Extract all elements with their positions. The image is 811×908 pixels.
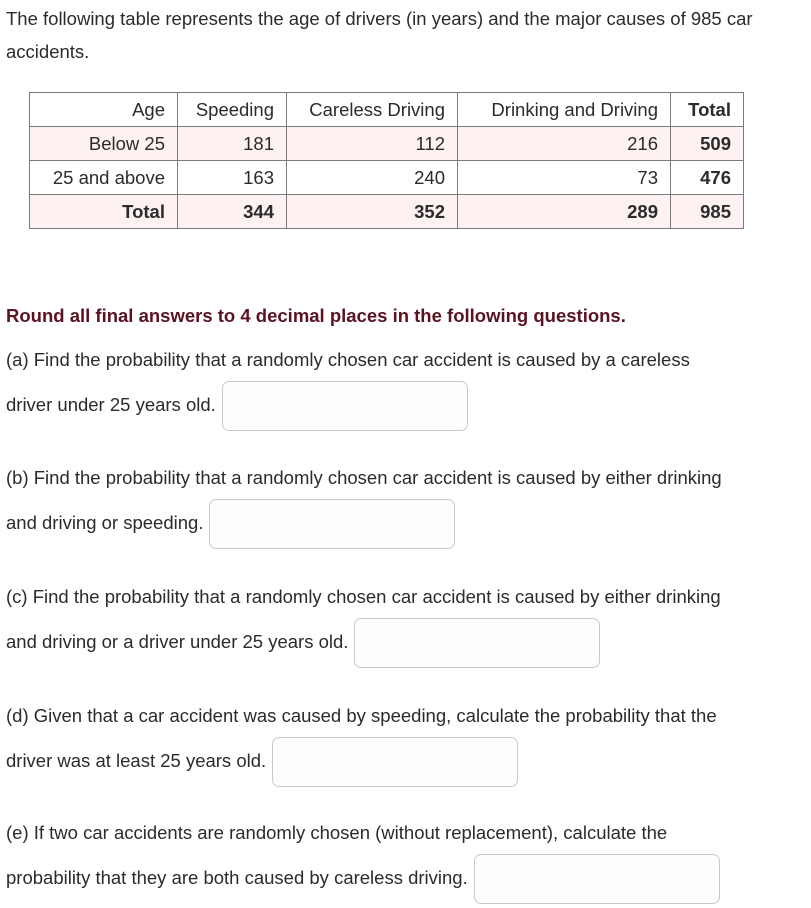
column-total: 289 xyxy=(458,195,671,229)
table-header-row xyxy=(30,93,744,127)
table-cell: 112 xyxy=(287,127,458,161)
answer-input-c[interactable] xyxy=(354,618,600,668)
table-total-row xyxy=(30,195,744,229)
question-text: driver under 25 years old. xyxy=(6,393,216,415)
question-text: and driving or speeding. xyxy=(6,511,204,533)
question-text: probability that they are both caused by careless driving. xyxy=(6,866,468,888)
accidents-table xyxy=(29,92,744,229)
row-total: 509 xyxy=(671,127,744,161)
question-c xyxy=(6,576,811,668)
table-row xyxy=(30,127,744,161)
answer-input-d[interactable] xyxy=(272,737,518,787)
row-label: 25 and above xyxy=(30,161,178,195)
intro-text: The following table represents the age of drivers (in years) and the major causes of 985 car accidents. xyxy=(6,8,753,62)
answer-input-b[interactable] xyxy=(209,499,455,549)
question-a xyxy=(6,339,811,431)
question-e xyxy=(6,812,811,904)
question-text: (d) Given that a car accident was caused by speeding, calculate the probability that the xyxy=(6,705,717,726)
question-b xyxy=(6,457,811,549)
question-text: (a) Find the probability that a randomly chosen car accident is caused by a careless xyxy=(6,349,690,370)
header-speeding: Speeding xyxy=(178,93,287,127)
grand-total: 985 xyxy=(671,195,744,229)
row-label: Total xyxy=(30,195,178,229)
row-total: 476 xyxy=(671,161,744,195)
question-text: (b) Find the probability that a randomly chosen car accident is caused by either drinking xyxy=(6,467,722,488)
question-text: and driving or a driver under 25 years old. xyxy=(6,630,349,652)
question-text: (c) Find the probability that a randomly chosen car accident is caused by either drinking xyxy=(6,586,721,607)
table-cell: 181 xyxy=(178,127,287,161)
column-total: 352 xyxy=(287,195,458,229)
header-careless: Careless Driving xyxy=(287,93,458,127)
table-cell: 216 xyxy=(458,127,671,161)
header-drinking: Drinking and Driving xyxy=(458,93,671,127)
header-total: Total xyxy=(671,93,744,127)
table-row xyxy=(30,161,744,195)
question-d xyxy=(6,695,811,787)
question-text: (e) If two car accidents are randomly chosen (without replacement), calculate the xyxy=(6,822,668,843)
instruction-text: Round all final answers to 4 decimal places in the following questions. xyxy=(6,305,626,326)
question-text: driver was at least 25 years old. xyxy=(6,749,267,771)
table-cell: 240 xyxy=(287,161,458,195)
answer-input-a[interactable] xyxy=(222,381,468,431)
header-age: Age xyxy=(30,93,178,127)
table-cell: 163 xyxy=(178,161,287,195)
column-total: 344 xyxy=(178,195,287,229)
answer-input-e[interactable] xyxy=(474,854,720,904)
table-cell: 73 xyxy=(458,161,671,195)
row-label: Below 25 xyxy=(30,127,178,161)
